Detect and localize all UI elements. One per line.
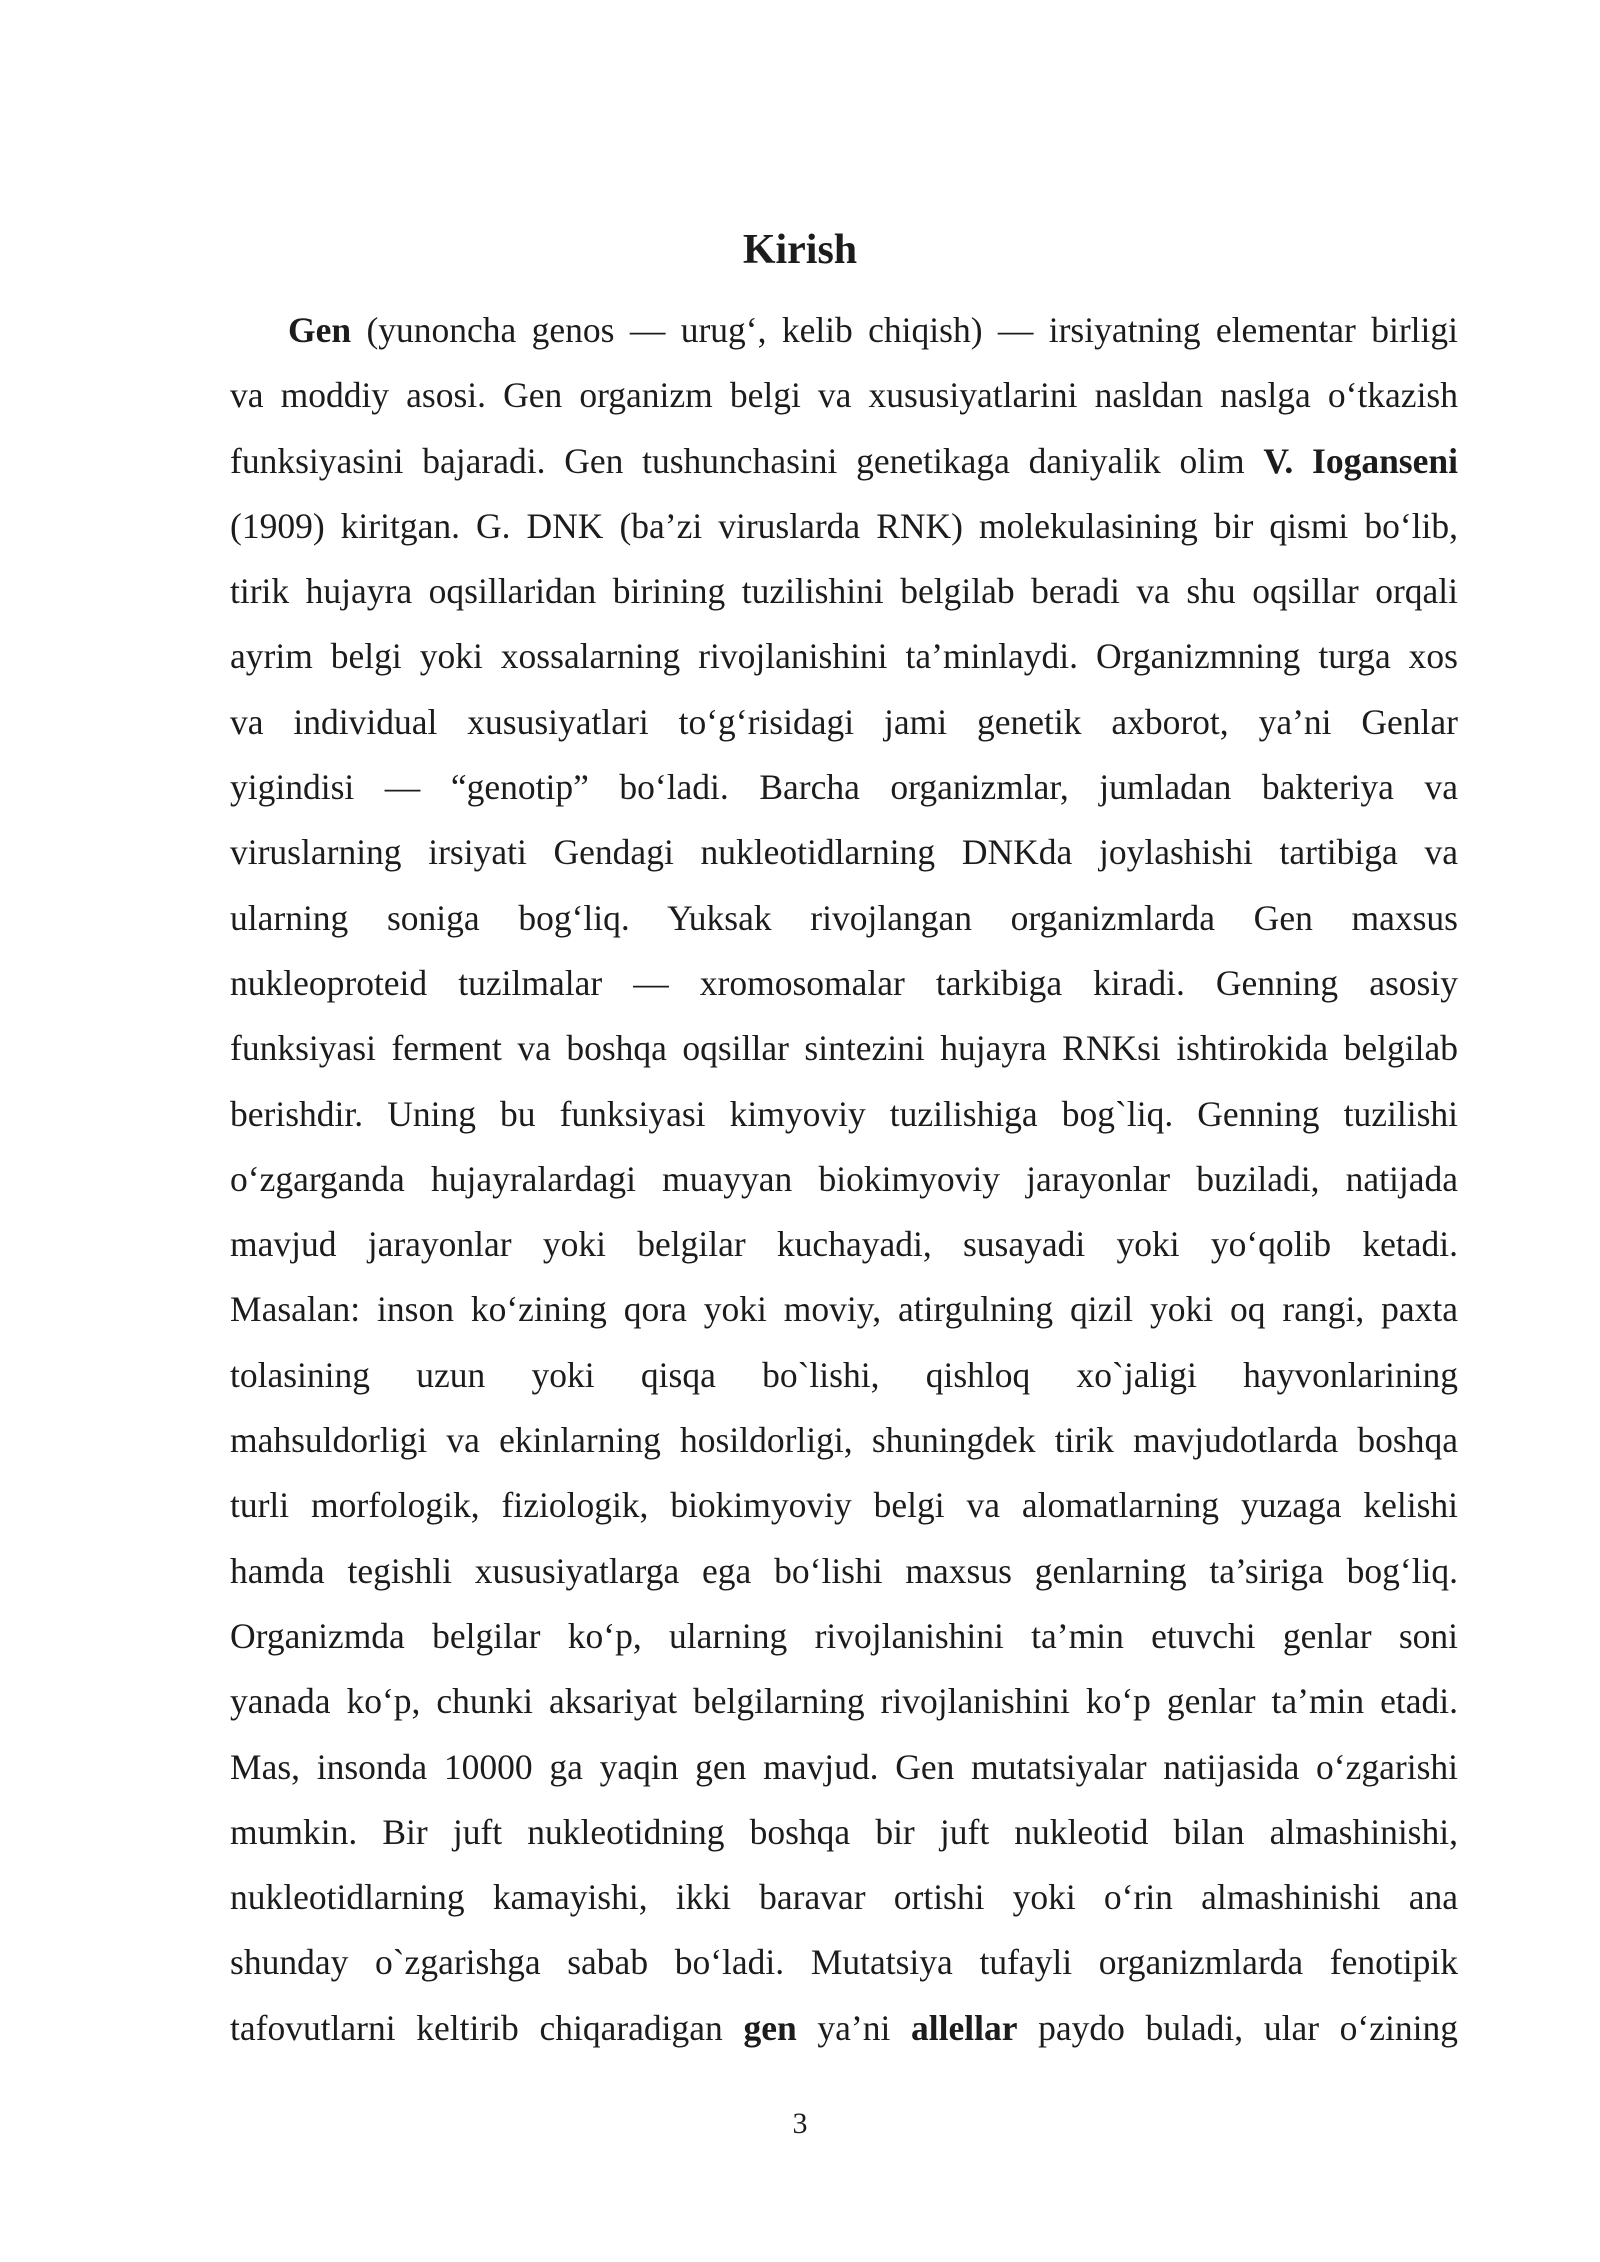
text-span: berishdir. Uning bu funksiyasi kimyoviy tuzilishiga bog`liq. Genning tuzilishi [230, 1093, 1458, 1134]
paragraph-line [230, 1147, 1458, 1212]
paragraph-line [230, 1735, 1458, 1800]
paragraph-line [230, 1277, 1458, 1342]
text-span: yanada ko‘p, chunki aksariyat belgilarning rivojlanishini ko‘p genlar ta’min etadi. [230, 1681, 1458, 1722]
paragraph-line [230, 886, 1458, 951]
paragraph-line [230, 1996, 1458, 2061]
paragraph-line [230, 1669, 1458, 1734]
text-span: yigindisi — “genotip” bo‘ladi. Barcha organizmlar, jumladan bakteriya va [230, 767, 1458, 808]
paragraph-line [230, 494, 1458, 559]
text-span: shunday o`zgarishga sabab bo‘ladi. Mutatsiya tufayli organizmlarda fenotipik [230, 1942, 1458, 1983]
text-span: viruslarning irsiyati Gendagi nukleotidlarning DNKda joylashishi tartibiga va [230, 832, 1458, 873]
paragraph-line [230, 1604, 1458, 1669]
text-span: ayrim belgi yoki xossalarning rivojlanishini ta’minlaydi. Organizmning turga xos [230, 636, 1458, 677]
page-title: Kirish [742, 227, 858, 273]
text-span: funksiyasini bajaradi. Gen tushunchasini genetikaga daniyalik olim [230, 440, 1264, 481]
paragraph-line [230, 690, 1458, 755]
paragraph-line [230, 1212, 1458, 1277]
text-span: turli morfologik, fiziologik, biokimyoviy belgi va alomatlarning yuzaga kelishi [230, 1485, 1458, 1526]
text-span: tirik hujayra oqsillaridan birining tuzilishini belgilab beradi va shu oqsillar orqali [230, 571, 1458, 612]
text-span: Masalan: inson ko‘zining qora yoki moviy, atirgulning qizil yoki oq rangi, paxta [230, 1289, 1458, 1330]
paragraph-line [230, 1800, 1458, 1865]
bold-term: gen [743, 2007, 797, 2048]
text-span: ya’ni [796, 2007, 911, 2048]
paragraph-line [230, 1343, 1458, 1408]
paragraph-line [230, 755, 1458, 820]
body-text [230, 298, 1458, 2061]
text-span: va moddiy asosi. Gen organizm belgi va xususiyatlarini nasldan naslga o‘tkazish [230, 375, 1458, 416]
text-span: (1909) kiritgan. G. DNK (ba’zi viruslarda RNK) molekulasining bir qismi bo‘lib, [230, 505, 1458, 546]
text-span: Mas, insonda 10000 ga yaqin gen mavjud. Gen mutatsiyalar natijasida o‘zgarishi [230, 1746, 1458, 1787]
page-number: 3 [792, 2107, 808, 2140]
paragraph-line [230, 1473, 1458, 1538]
text-span: nukleoproteid tuzilmalar — xromosomalar tarkibiga kiradi. Genning asosiy [230, 962, 1458, 1003]
text-span: o‘zgarganda hujayralardagi muayyan biokimyoviy jarayonlar buziladi, natijada [230, 1158, 1458, 1199]
text-span: mavjud jarayonlar yoki belgilar kuchayadi, susayadi yoki yo‘qolib ketadi. [230, 1224, 1458, 1265]
text-span: Organizmda belgilar ko‘p, ularning rivojlanishini ta’min etuvchi genlar soni [230, 1615, 1458, 1656]
text-span: mumkin. Bir juft nukleotidning boshqa bir juft nukleotid bilan almashinishi, [230, 1811, 1458, 1852]
bold-term: allellar [911, 2007, 1018, 2048]
bold-term: V. Ioganseni [1263, 440, 1458, 481]
text-span: (yunoncha genos — urug‘, kelib chiqish) — irsiyatning elementar birligi [351, 310, 1458, 350]
paragraph-line [230, 1865, 1458, 1930]
paragraph-line [230, 363, 1458, 428]
text-span: hamda tegishli xususiyatlarga ega bo‘lishi maxsus genlarning ta’siriga bog‘liq. [230, 1550, 1458, 1591]
bold-term: Gen [288, 310, 352, 350]
paragraph-line [230, 1539, 1458, 1604]
paragraph-line [230, 298, 1458, 363]
paragraph-line [230, 1930, 1458, 1995]
paragraph-line [230, 624, 1458, 689]
text-span: tafovutlarni keltirib chiqaradigan [230, 2007, 744, 2048]
text-span: mahsuldorligi va ekinlarning hosildorligi, shuningdek tirik mavjudotlarda boshqa [230, 1420, 1458, 1461]
paragraph-line [230, 1082, 1458, 1147]
paragraph-line [230, 559, 1458, 624]
paragraph-line [230, 951, 1458, 1016]
text-span: tolasining uzun yoki qisqa bo`lishi, qishloq xo`jaligi hayvonlarining [230, 1354, 1458, 1395]
paragraph-line [230, 1016, 1458, 1081]
text-span: ularning soniga bog‘liq. Yuksak rivojlangan organizmlarda Gen maxsus [230, 897, 1458, 938]
text-span: nukleotidlarning kamayishi, ikki baravar ortishi yoki o‘rin almashinishi ana [230, 1877, 1458, 1918]
paragraph-line [230, 429, 1458, 494]
text-span: funksiyasi ferment va boshqa oqsillar sintezini hujayra RNKsi ishtirokida belgilab [230, 1028, 1458, 1069]
text-span: va individual xususiyatlari to‘g‘risidagi jami genetik axborot, ya’ni Genlar [230, 701, 1458, 742]
paragraph-line [230, 1408, 1458, 1473]
paragraph-line [230, 820, 1458, 885]
text-span: paydo buladi, ular o‘zining [1017, 2007, 1458, 2048]
